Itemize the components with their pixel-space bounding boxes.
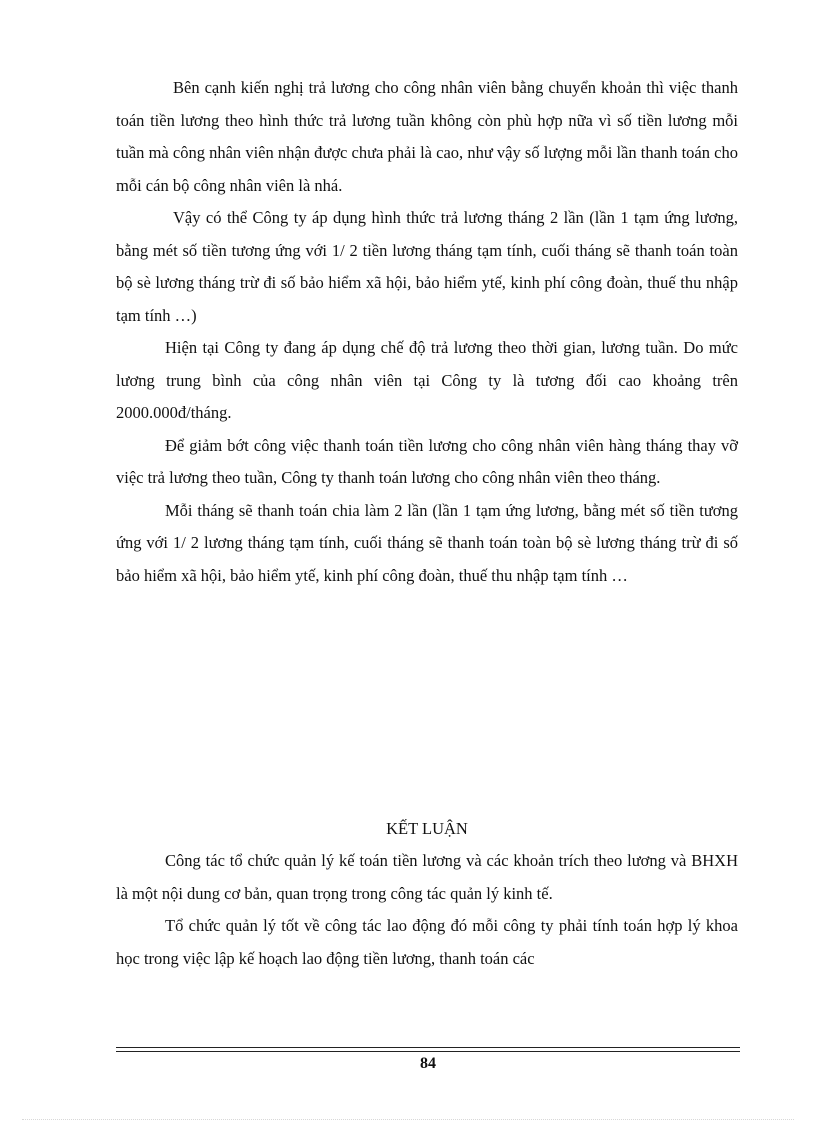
page-bottom-dotted-edge bbox=[22, 1119, 794, 1120]
conclusion-text bbox=[116, 845, 738, 975]
footer-double-rule bbox=[116, 1047, 740, 1052]
paragraph-twice-monthly-proposal: Vậy có thể Công ty áp dụng hình thức trả lương tháng 2 lần (lần 1 tạm ứng lương, bằng mét số tiền tương ứng với 1/ 2 tiền lương tháng tạm tính, cuối tháng sẽ thanh toán toàn bộ sè lương tháng trừ đi số bảo hiểm xã hội, bảo hiểm ytế, kinh phí công đoàn, thuế thu nhập tạm tính …) bbox=[116, 208, 738, 325]
paragraph-salary-transfer: Bên cạnh kiến nghị trả lương cho công nhân viên bằng chuyển khoản thì việc thanh toán tiền lương theo hình thức trả lương tuần không còn phù hợp nữa vì số tiền lương mỗi tuần mà công nhân viên nhận được chưa phải là cao, như vậy số lượng mỗi lần thanh toán cho mỗi cán bộ công nhân viên là nhá. bbox=[116, 78, 738, 195]
page-number: 84 bbox=[420, 1055, 436, 1072]
paragraph-conclusion-2: Tổ chức quản lý tốt về công tác lao động đó mỗi công ty phải tính toán hợp lý khoa học trong việc lập kế hoạch lao động tiền lương, thanh toán các bbox=[116, 916, 738, 968]
paragraph-two-installments: Mỗi tháng sẽ thanh toán chia làm 2 lần (lần 1 tạm ứng lương, bằng mét số tiền tương ứng với 1/ 2 lương tháng tạm tính, cuối tháng sẽ thanh toán toàn bộ sè lương tháng trừ đi số bảo hiểm xã hội, bảo hiểm ytế, kinh phí công đoàn, thuế thu nhập tạm tính … bbox=[116, 500, 738, 585]
body-text bbox=[116, 72, 738, 592]
paragraph-monthly-payment: Để giảm bớt công việc thanh toán tiền lương cho công nhân viên hàng tháng thay vỡ việc trả lương theo tuần, Công ty thanh toán lương cho công nhân viên theo tháng. bbox=[116, 435, 738, 487]
paragraph-current-practice: Hiện tại Công ty đang áp dụng chế độ trả lương theo thời gian, lương tuần. Do mức lương trung bình của công nhân viên tại Công ty là tương đối cao khoảng trên 2000.000đ/tháng. bbox=[116, 338, 738, 422]
paragraph-conclusion-1: Công tác tổ chức quản lý kế toán tiền lương và các khoản trích theo lương và BHXH là một nội dung cơ bản, quan trọng trong công tác quản lý kinh tế. bbox=[116, 851, 738, 903]
section-heading-conclusion: KẾT LUẬN bbox=[386, 819, 468, 838]
